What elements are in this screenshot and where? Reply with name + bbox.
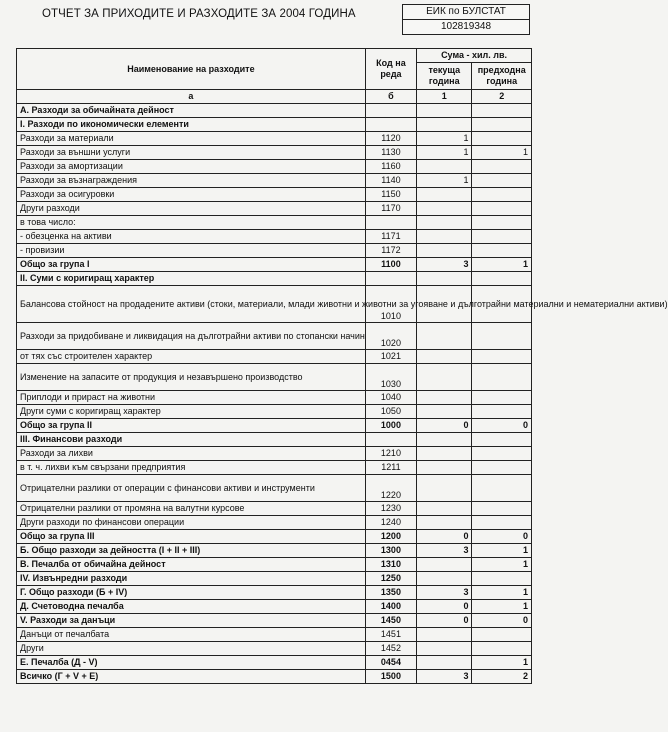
row-name: Разходи за материали [17,132,366,146]
table-row [17,642,532,656]
row-code: 1171 [365,230,416,244]
row-current [417,272,472,286]
expenses-table [16,48,668,684]
row-code: 1000 [365,419,416,433]
row-code: 1050 [365,405,416,419]
row-name: Общо за група ІІ [17,419,366,433]
row-current [417,516,472,530]
row-current [417,364,472,391]
row-previous [472,160,532,174]
row-current [417,118,472,132]
row-previous: 1 [472,258,532,272]
row-previous: 1 [472,558,532,572]
table-row [17,258,532,272]
index-current: 1 [417,90,472,104]
row-name: Отрицателни разлики от операции с финансови активи и инструменти [17,475,366,502]
row-name: Други суми с коригиращ характер [17,405,366,419]
row-name: Всичко (Г + V + Е) [17,670,366,684]
row-code: 1120 [365,132,416,146]
row-current: 0 [417,614,472,628]
row-name: Други [17,642,366,656]
row-code: 1020 [365,323,416,350]
table-row [17,502,532,516]
row-current: 3 [417,258,472,272]
table-row [17,323,532,350]
row-previous [472,475,532,502]
row-previous: 0 [472,419,532,433]
row-name: Разходи за външни услуги [17,146,366,160]
row-code: 1100 [365,258,416,272]
row-previous: 1 [472,146,532,160]
row-name: Данъци от печалбата [17,628,366,642]
row-code: 1450 [365,614,416,628]
row-previous [472,391,532,405]
row-current [417,104,472,118]
row-previous [472,244,532,258]
row-name: Други разходи по финансови операции [17,516,366,530]
row-code: 1400 [365,600,416,614]
row-code: 1230 [365,502,416,516]
row-code: 1150 [365,188,416,202]
table-row [17,544,532,558]
eik-label: ЕИК по БУЛСТАТ [403,5,529,20]
row-current [417,216,472,230]
row-name: Б. Общо разходи за дейността (І + ІІ + ІІІ) [17,544,366,558]
row-current [417,160,472,174]
row-code [365,216,416,230]
table-row [17,419,532,433]
row-name: І. Разходи по икономически елементи [17,118,366,132]
table-row [17,586,532,600]
row-code: 1452 [365,642,416,656]
table-row [17,475,532,502]
row-name: ІІІ. Финансови разходи [17,433,366,447]
row-name: Приплоди и прираст на животни [17,391,366,405]
table-row [17,118,532,132]
row-current [417,244,472,258]
row-current [417,475,472,502]
row-current [417,350,472,364]
row-current [417,502,472,516]
row-current [417,405,472,419]
row-current [417,461,472,475]
table-row [17,160,532,174]
row-previous [472,433,532,447]
row-previous [472,174,532,188]
row-previous [472,323,532,350]
table-row [17,104,532,118]
row-name: Изменение на запасите от продукция и незавършено производство [17,364,366,391]
row-name: Други разходи [17,202,366,216]
eik-box [402,4,530,35]
row-current: 1 [417,174,472,188]
row-code: 1250 [365,572,416,586]
index-name: а [17,90,366,104]
row-code: 1350 [365,586,416,600]
row-previous [472,502,532,516]
row-name: Разходи за осигуровки [17,188,366,202]
header-previous: предходна година [472,63,532,90]
row-current: 0 [417,419,472,433]
row-previous [472,516,532,530]
row-previous [472,104,532,118]
row-code: 1240 [365,516,416,530]
row-current [417,188,472,202]
table-row [17,656,532,670]
row-current [417,642,472,656]
header-sum: Сума - хил. лв. [417,49,532,63]
row-previous [472,272,532,286]
row-current [417,572,472,586]
index-previous: 2 [472,90,532,104]
row-code: 1200 [365,530,416,544]
row-previous [472,364,532,391]
row-previous: 1 [472,586,532,600]
row-name: Разходи за възнаграждения [17,174,366,188]
row-name: Разходи за амортизации [17,160,366,174]
row-previous [472,202,532,216]
table-row [17,433,532,447]
row-name: В. Печалба от обичайна дейност [17,558,366,572]
table-row [17,628,532,642]
row-name: V. Разходи за данъци [17,614,366,628]
table-row [17,558,532,572]
row-name: Разходи за лихви [17,447,366,461]
table-row [17,286,532,323]
row-code [365,433,416,447]
row-previous [472,447,532,461]
row-current [417,230,472,244]
table-row [17,364,532,391]
row-previous [472,628,532,642]
table-row [17,447,532,461]
row-name: ІІ. Суми с коригиращ характер [17,272,366,286]
table-row [17,188,532,202]
row-name: А. Разходи за обичайната дейност [17,104,366,118]
row-code: 1021 [365,350,416,364]
row-name: в това число: [17,216,366,230]
row-current [417,323,472,350]
header-current: текуща година [417,63,472,90]
row-code [365,272,416,286]
table-row [17,244,532,258]
row-code: 1172 [365,244,416,258]
row-code: 1211 [365,461,416,475]
row-name: - провизии [17,244,366,258]
row-name: Общо за група ІІІ [17,530,366,544]
row-previous: 1 [472,544,532,558]
row-name: Д. Счетоводна печалба [17,600,366,614]
header-code: Код на реда [365,49,416,90]
table-row [17,202,532,216]
row-name: Отрицателни разлики от промяна на валутни курсове [17,502,366,516]
table-row [17,174,532,188]
row-name: Разходи за придобиване и ликвидация на дълготрайни активи по стопански начин [17,323,366,350]
table-row [17,572,532,586]
row-previous [472,230,532,244]
table-row [17,516,532,530]
row-current: 3 [417,586,472,600]
row-previous [472,572,532,586]
row-code [365,118,416,132]
table-row [17,391,532,405]
row-current: 3 [417,670,472,684]
row-current [417,202,472,216]
row-current: 3 [417,544,472,558]
row-current [417,656,472,670]
row-code: 1210 [365,447,416,461]
row-code: 1010 [365,286,416,323]
row-current [417,558,472,572]
row-code [365,104,416,118]
row-name: Общо за група І [17,258,366,272]
row-previous [472,350,532,364]
table-row [17,461,532,475]
row-previous [472,461,532,475]
row-previous [472,216,532,230]
row-code: 1040 [365,391,416,405]
row-name: Г. Общо разходи (Б + ІV) [17,586,366,600]
row-current [417,391,472,405]
index-code: б [365,90,416,104]
row-code: 1300 [365,544,416,558]
table-row [17,350,532,364]
row-code: 1451 [365,628,416,642]
table-row [17,405,532,419]
row-previous: 2 [472,670,532,684]
row-name: в т. ч. лихви към свързани предприятия [17,461,366,475]
row-previous: 0 [472,614,532,628]
table-row [17,216,532,230]
table-row [17,132,532,146]
row-previous: 0 [472,530,532,544]
row-previous [472,118,532,132]
row-current: 0 [417,600,472,614]
header-name: Наименование на разходите [17,49,366,90]
row-previous [472,642,532,656]
row-name: - обезценка на активи [17,230,366,244]
row-code: 1310 [365,558,416,572]
eik-value: 102819348 [440,21,492,32]
row-current: 0 [417,530,472,544]
page-title: ОТЧЕТ ЗА ПРИХОДИТЕ И РАЗХОДИТЕ ЗА 2004 ГОДИНА [42,8,356,20]
row-code: 1170 [365,202,416,216]
row-current [417,433,472,447]
table-row [17,146,532,160]
row-code: 1140 [365,174,416,188]
table-body [17,104,668,684]
row-code: 1160 [365,160,416,174]
row-current: 1 [417,132,472,146]
row-code: 1220 [365,475,416,502]
row-name: от тях със строителен характер [17,350,366,364]
row-current: 1 [417,146,472,160]
row-current [417,447,472,461]
row-name: ІV. Извънредни разходи [17,572,366,586]
row-name: Балансова стойност на продадените активи (стоки, материали, млади животни и животни за угояване и дълготрайни материални и нематериални активи) [17,286,366,323]
table-row [17,272,532,286]
row-previous: 1 [472,656,532,670]
row-current [417,628,472,642]
row-code: 0454 [365,656,416,670]
row-code: 1130 [365,146,416,160]
row-name: Е. Печалба (Д - V) [17,656,366,670]
table-row [17,230,532,244]
row-previous: 1 [472,600,532,614]
table-row [17,614,532,628]
row-code: 1500 [365,670,416,684]
row-previous [472,132,532,146]
table-row [17,530,532,544]
row-previous [472,405,532,419]
row-previous [472,188,532,202]
row-code: 1030 [365,364,416,391]
table-row [17,600,532,614]
table-row [17,670,532,684]
